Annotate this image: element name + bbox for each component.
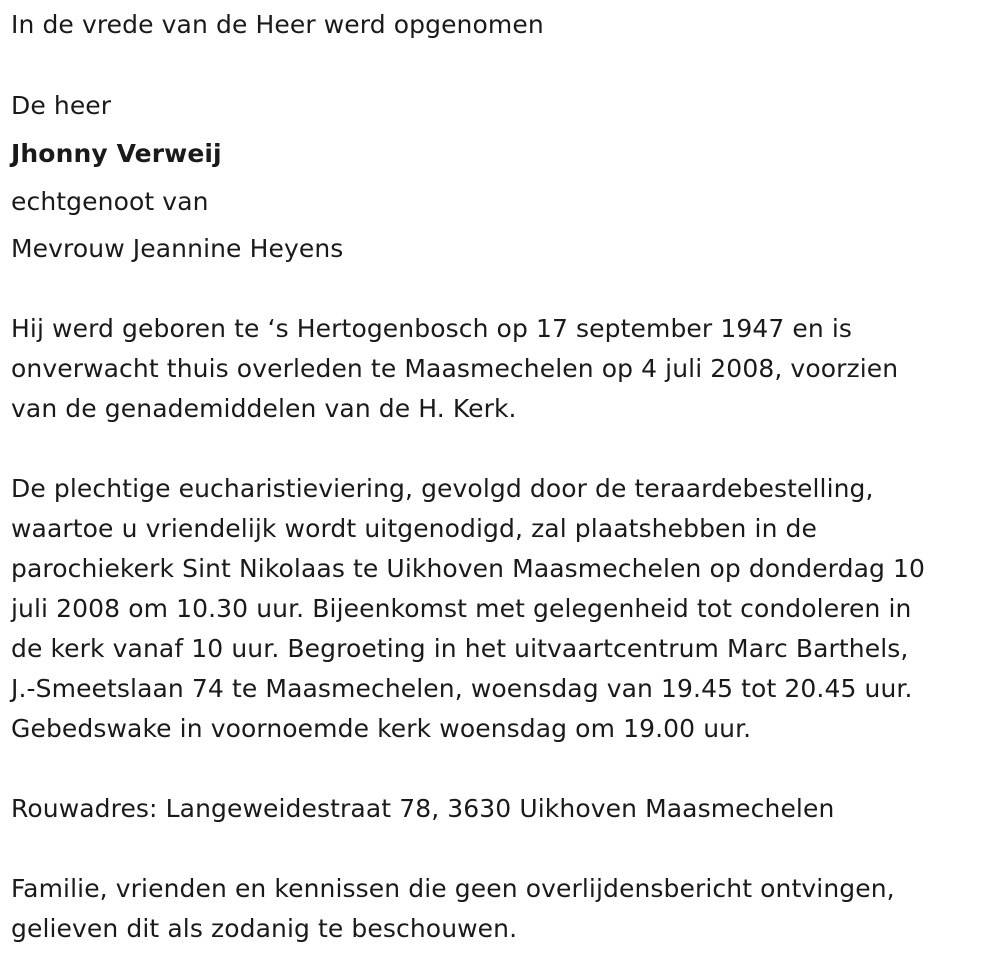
spouse-name: Mevrouw Jeannine Heyens bbox=[11, 234, 344, 263]
ceremony-line-2: waartoe u vriendelijk wordt uitgenodigd, zal plaatshebben in de bbox=[11, 514, 818, 543]
ceremony-line-3: parochiekerk Sint Nikolaas te Uikhoven Maasmechelen op donderdag 10 bbox=[11, 554, 926, 583]
ceremony-line-1: De plechtige eucharistieviering, gevolgd door de teraardebestelling, bbox=[11, 474, 874, 503]
ceremony-line-5: de kerk vanaf 10 uur. Begroeting in het uitvaartcentrum Marc Barthels, bbox=[11, 634, 909, 663]
deceased-name: Jhonny Verweij bbox=[11, 139, 222, 168]
birth-line-1: Hij werd geboren te ‘s Hertogenbosch op 17 september 1947 en is bbox=[11, 314, 853, 343]
closing-line-2: gelieven dit als zodanig te beschouwen. bbox=[11, 914, 518, 943]
ceremony-line-7: Gebedswake in voornoemde kerk woensdag om 19.00 uur. bbox=[11, 714, 752, 743]
address-line: Rouwadres: Langeweidestraat 78, 3630 Uikhoven Maasmechelen bbox=[11, 794, 835, 823]
salutation-text: De heer bbox=[11, 91, 112, 120]
birth-line-3: van de genademiddelen van de H. Kerk. bbox=[11, 394, 517, 423]
ceremony-line-4: juli 2008 om 10.30 uur. Bijeenkomst met gelegenheid tot condoleren in bbox=[11, 594, 912, 623]
closing-line-1: Familie, vrienden en kennissen die geen overlijdensbericht ontvingen, bbox=[11, 874, 895, 903]
birth-line-2: onverwacht thuis overleden te Maasmechelen op 4 juli 2008, voorzien bbox=[11, 354, 899, 383]
ceremony-line-6: J.-Smeetslaan 74 te Maasmechelen, woensdag van 19.45 tot 20.45 uur. bbox=[11, 674, 913, 703]
intro-text: In de vrede van de Heer werd opgenomen bbox=[11, 10, 544, 39]
relation-text: echtgenoot van bbox=[11, 187, 209, 216]
